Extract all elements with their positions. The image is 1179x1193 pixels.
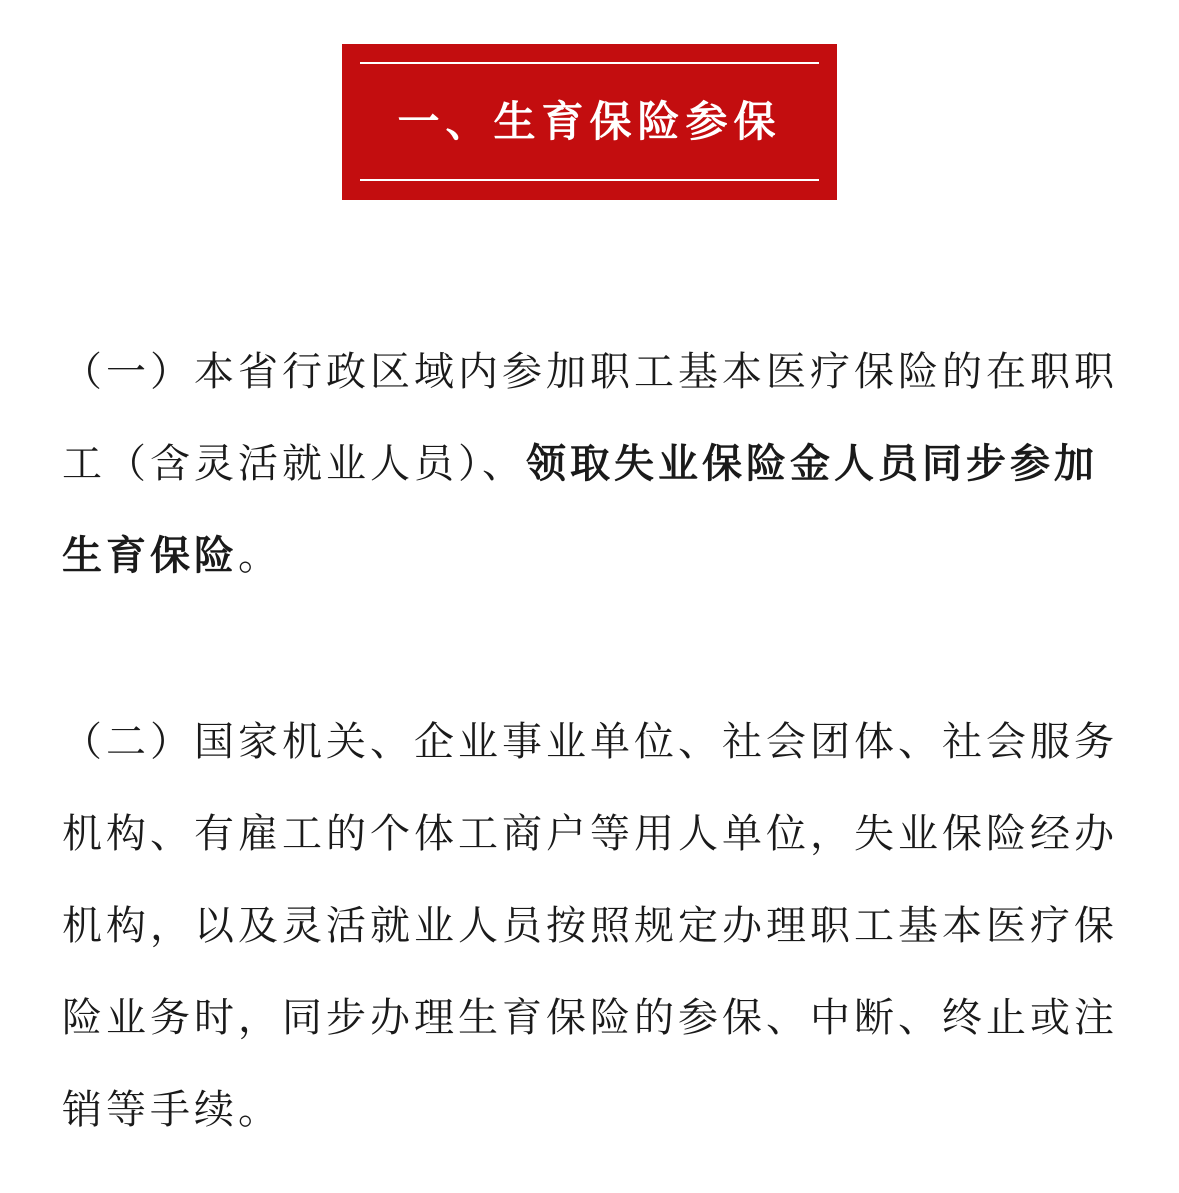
paragraph-2-text: （二）国家机关、企业事业单位、社会团体、社会服务机构、有雇工的个体工商户等用人单位，失业保险经办机构，以及灵活就业人员按照规定办理职工基本医疗保险业务时，同步办理生育保险的参保、中断、终止或注销等手续。 — [62, 719, 1118, 1133]
paragraph-1-text: （一）本省行政区域内参加职工基本医疗保险的在职职工（含灵活就业人员）、 — [62, 349, 1118, 487]
title-top-rule — [360, 62, 819, 64]
paragraph-2 — [62, 696, 1120, 1156]
section-title-banner — [342, 44, 837, 200]
title-bottom-rule — [360, 179, 819, 181]
section-title: 一、生育保险参保 — [397, 97, 782, 146]
paragraph-1-bold-text: 领取失业保险金人员同步参加生育保险 — [62, 441, 1098, 579]
paragraph-1 — [62, 326, 1120, 602]
paragraph-1-end: 。 — [238, 533, 282, 579]
